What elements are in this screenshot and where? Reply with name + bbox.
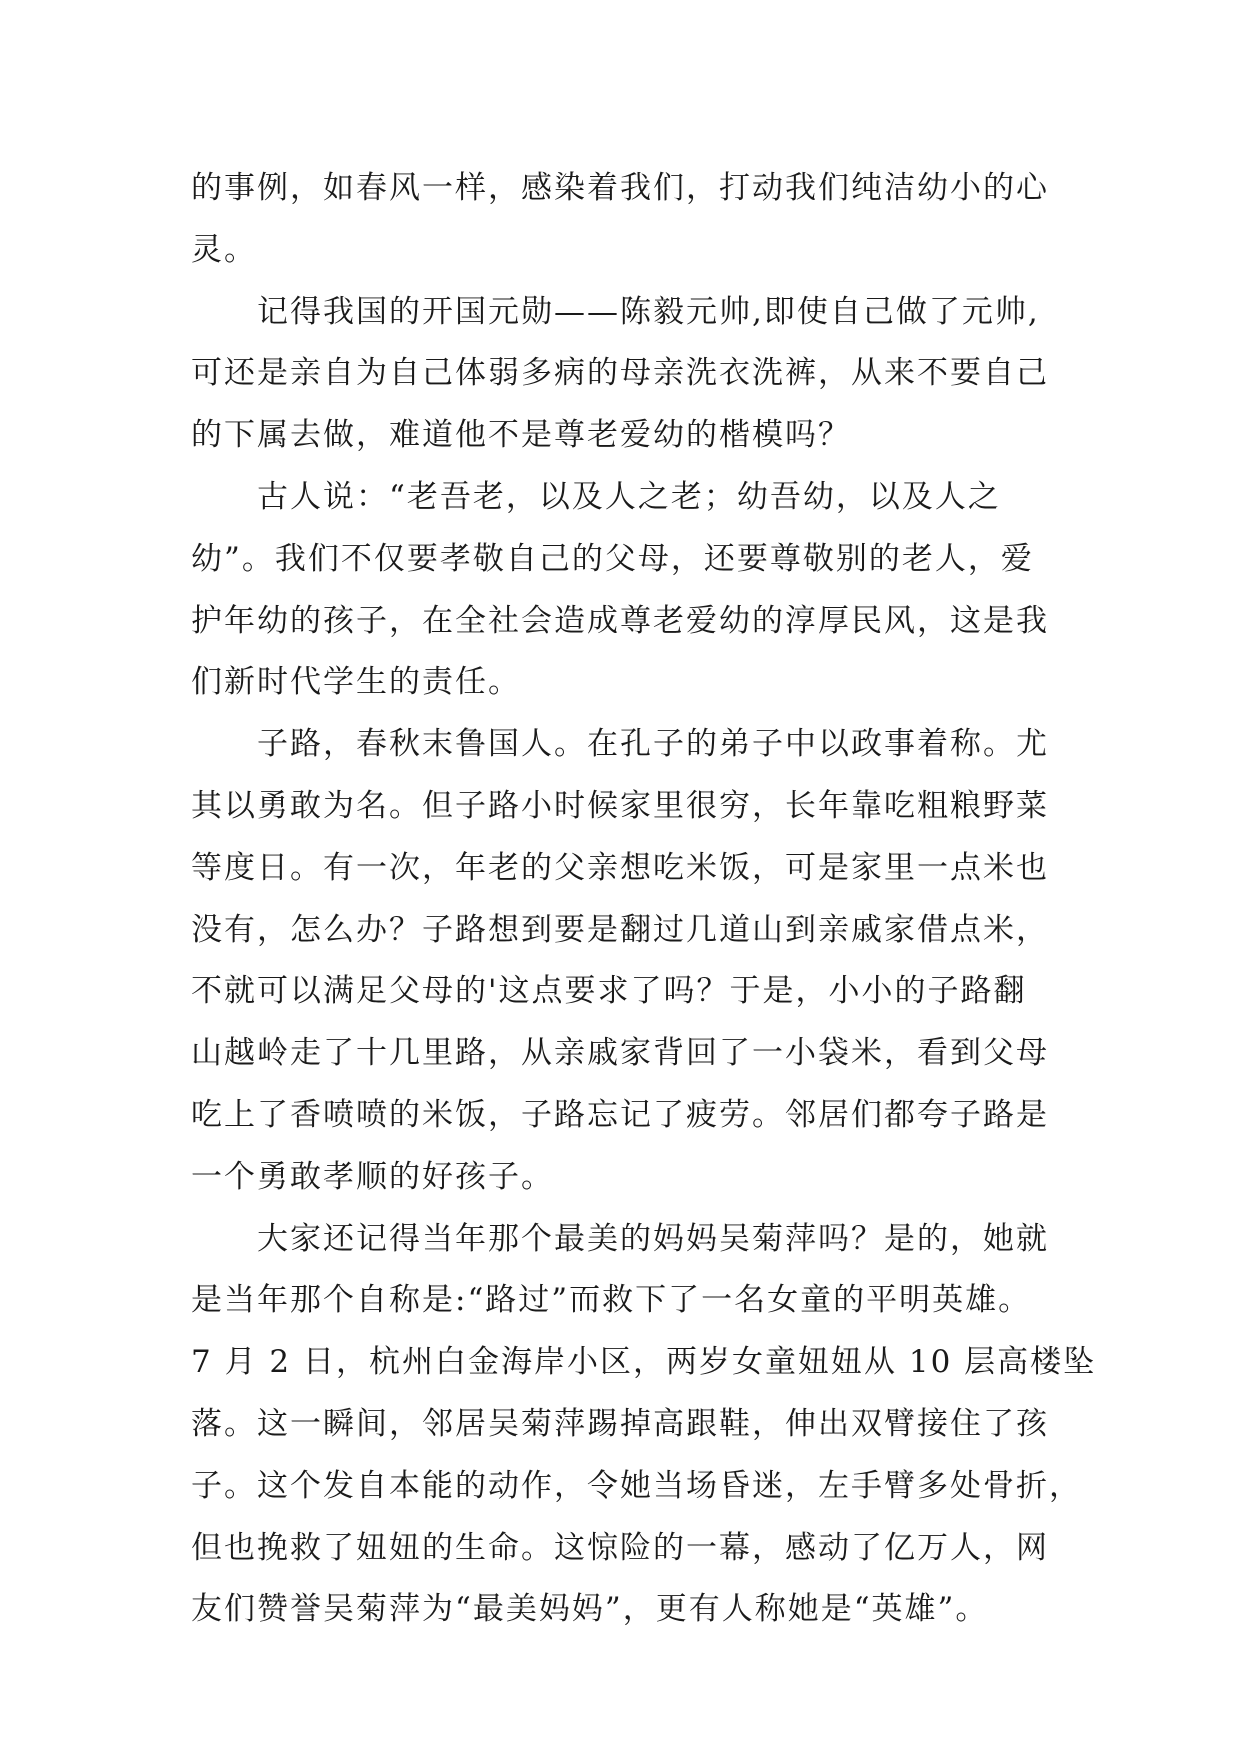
body-text xyxy=(191,158,1097,1641)
text-line: 落。这一瞬间，邻居吴菊萍踢掉高跟鞋，伸出双臂接住了孩 xyxy=(191,1405,1049,1442)
text-line: 护年幼的孩子，在全社会造成尊老爱幼的淳厚民风，这是我 xyxy=(191,602,1049,639)
text-line: 的下属去做，难道他不是尊老爱幼的楷模吗？ xyxy=(191,417,851,454)
text-line: 7 月 2 日，杭州白金海岸小区，两岁女童妞妞从 10 层高楼坠 xyxy=(191,1344,1097,1381)
text-line: 可还是亲自为自己体弱多病的母亲洗衣洗裤，从来不要自己 xyxy=(191,355,1049,392)
text-line: 等度日。有一次，年老的父亲想吃米饭，可是家里一点米也 xyxy=(191,849,1049,886)
text-line: 但也挽救了妞妞的生命。这惊险的一幕，感动了亿万人，网 xyxy=(191,1529,1049,1566)
text-line: 不就可以满足父母的'这点要求了吗？于是，小小的子路翻 xyxy=(191,973,1027,1010)
text-line: 没有，怎么办？子路想到要是翻过几道山到亲戚家借点米， xyxy=(191,911,1049,948)
text-line: 一个勇敢孝顺的好孩子。 xyxy=(191,1158,554,1195)
text-line: 其以勇敢为名。但子路小时候家里很穷，长年靠吃粗粮野菜 xyxy=(191,787,1049,824)
paragraph-first-line: 古人说：“老吾老，以及人之老；幼吾幼，以及人之 xyxy=(257,478,1001,515)
text-line: 幼”。我们不仅要孝敬自己的父母，还要尊敬别的老人，爱 xyxy=(191,540,1034,577)
paragraph-first-line: 子路，春秋末鲁国人。在孔子的弟子中以政事着称。尤 xyxy=(257,726,1049,763)
paragraph-first-line: 大家还记得当年那个最美的妈妈吴菊萍吗？是的，她就 xyxy=(257,1220,1049,1257)
text-line: 的事例，如春风一样，感染着我们，打动我们纯洁幼小的心 xyxy=(191,170,1049,206)
text-line: 灵。 xyxy=(191,231,257,268)
text-line: 们新时代学生的责任。 xyxy=(191,664,521,701)
text-line: 山越岭走了十几里路，从亲戚家背回了一小袋米，看到父母 xyxy=(191,1035,1049,1072)
text-line: 友们赞誉吴菊萍为“最美妈妈”，更有人称她是“英雄”。 xyxy=(191,1591,989,1628)
text-line: 子。这个发自本能的动作，令她当场昏迷，左手臂多处骨折， xyxy=(191,1467,1082,1504)
text-line: 是当年那个自称是:“路过”而救下了一名女童的平明英雄。 xyxy=(191,1282,1032,1319)
text-line: 吃上了香喷喷的米饭，子路忘记了疲劳。邻居们都夸子路是 xyxy=(191,1096,1049,1133)
paragraph-first-line: 记得我国的开国元勋——陈毅元帅,即使自己做了元帅, xyxy=(257,293,1040,330)
